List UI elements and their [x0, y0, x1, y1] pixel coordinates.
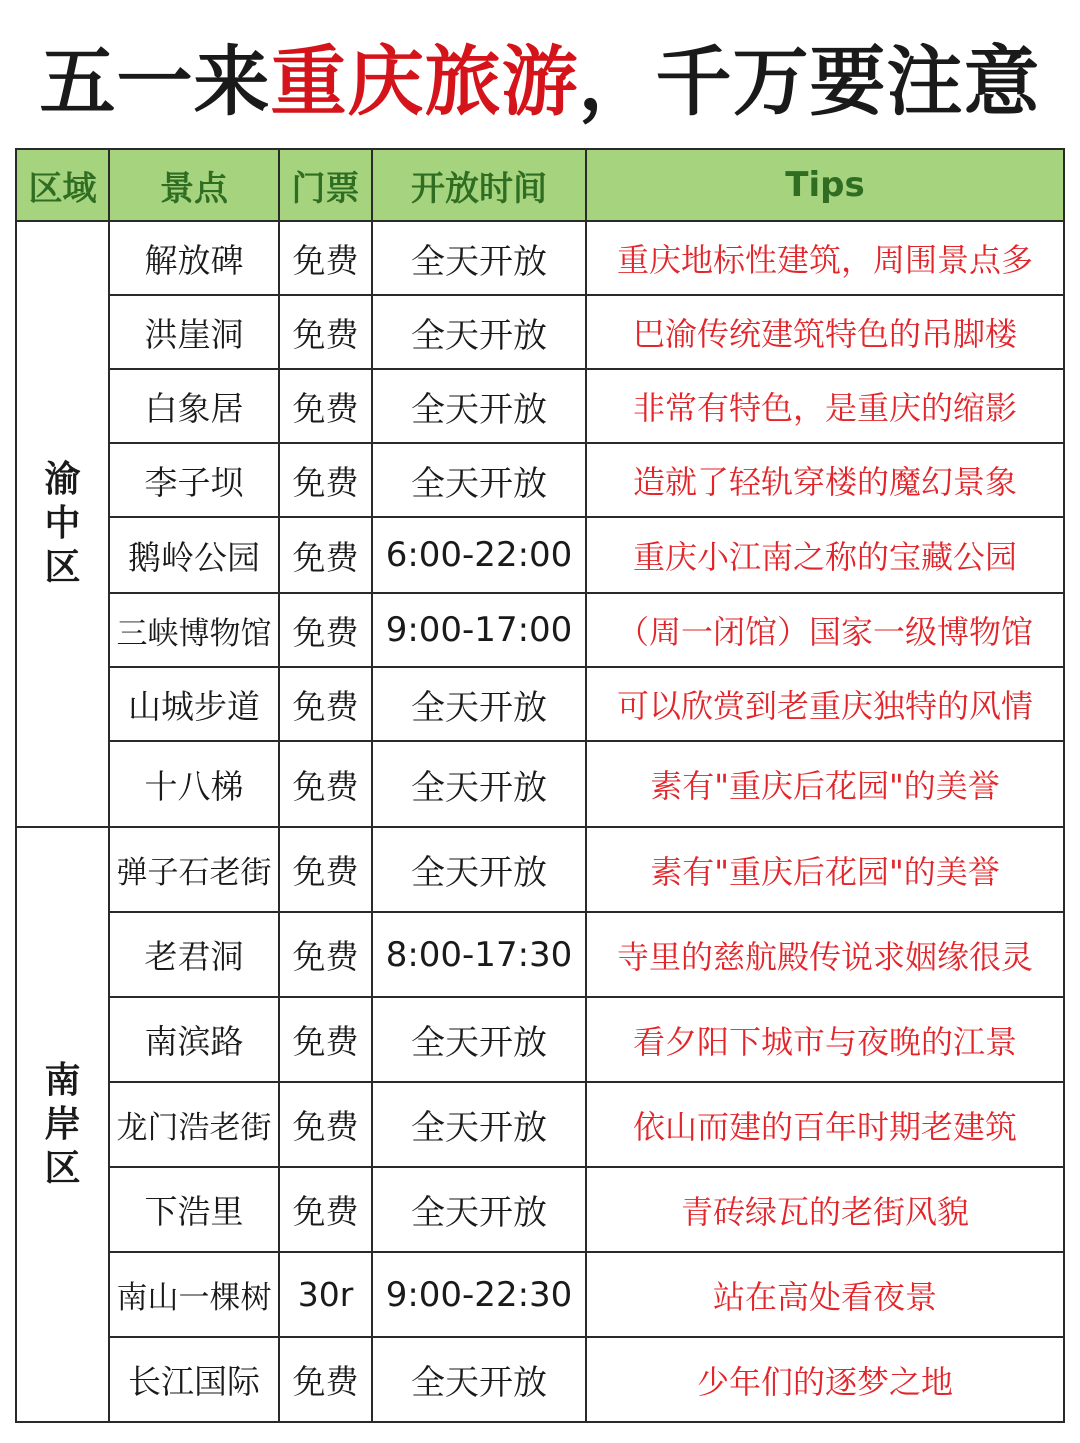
table-row	[16, 593, 1064, 667]
title-highlight: 重庆旅游	[270, 37, 579, 126]
ticket-price: 免费	[279, 1337, 372, 1422]
spot-name: 老君洞	[109, 912, 279, 997]
header-ticket: 门票	[279, 149, 372, 221]
tip-text: 非常有特色，是重庆的缩影	[586, 369, 1064, 443]
opening-hours: 9:00-17:00	[372, 593, 586, 667]
ticket-price: 免费	[279, 827, 372, 912]
tip-text: 看夕阳下城市与夜晚的江景	[586, 997, 1064, 1082]
table-row	[16, 517, 1064, 593]
spot-name: 白象居	[109, 369, 279, 443]
spot-name: 南滨路	[109, 997, 279, 1082]
spot-name: 鹅岭公园	[109, 517, 279, 593]
table-row	[16, 912, 1064, 997]
opening-hours: 全天开放	[372, 1337, 586, 1422]
header-spot: 景点	[109, 149, 279, 221]
spot-name: 弹子石老街	[109, 827, 279, 912]
tip-text: 造就了轻轨穿楼的魔幻景象	[586, 443, 1064, 517]
ticket-price: 免费	[279, 295, 372, 369]
header-region: 区域	[16, 149, 109, 221]
table-row	[16, 1252, 1064, 1337]
opening-hours: 全天开放	[372, 369, 586, 443]
opening-hours: 全天开放	[372, 1082, 586, 1167]
tip-text: 巴渝传统建筑特色的吊脚楼	[586, 295, 1064, 369]
header-tips: Tips	[586, 149, 1064, 221]
spot-name: 三峡博物馆	[109, 593, 279, 667]
spot-name: 解放碑	[109, 221, 279, 295]
table-header-row	[16, 149, 1064, 221]
opening-hours: 全天开放	[372, 667, 586, 741]
spot-name: 李子坝	[109, 443, 279, 517]
region-yuzhong	[16, 221, 109, 827]
table-row	[16, 1167, 1064, 1252]
ticket-price: 免费	[279, 369, 372, 443]
spot-name: 龙门浩老街	[109, 1082, 279, 1167]
table-row	[16, 667, 1064, 741]
ticket-price: 免费	[279, 443, 372, 517]
table-row	[16, 997, 1064, 1082]
tip-text: 依山而建的百年时期老建筑	[586, 1082, 1064, 1167]
table-row	[16, 1337, 1064, 1422]
tip-text: 寺里的慈航殿传说求姻缘很灵	[586, 912, 1064, 997]
table-row	[16, 443, 1064, 517]
opening-hours: 全天开放	[372, 997, 586, 1082]
region-char: 渝	[44, 459, 81, 500]
tip-text: 重庆小江南之称的宝藏公园	[586, 517, 1064, 593]
table-row	[16, 741, 1064, 827]
table-row	[16, 827, 1064, 912]
opening-hours: 全天开放	[372, 221, 586, 295]
page-title	[0, 22, 1080, 142]
tip-text: 站在高处看夜景	[586, 1252, 1064, 1337]
ticket-price: 免费	[279, 667, 372, 741]
tip-text: 素有"重庆后花园"的美誉	[586, 827, 1064, 912]
spot-name: 长江国际	[109, 1337, 279, 1422]
spot-name: 南山一棵树	[109, 1252, 279, 1337]
region-char: 区	[44, 1147, 81, 1189]
ticket-price: 免费	[279, 997, 372, 1082]
ticket-price: 免费	[279, 517, 372, 593]
ticket-price: 免费	[279, 1167, 372, 1252]
table-row	[16, 295, 1064, 369]
spot-name: 洪崖洞	[109, 295, 279, 369]
region-char: 区	[44, 547, 81, 588]
spot-name: 下浩里	[109, 1167, 279, 1252]
tip-text: 可以欣赏到老重庆独特的风情	[586, 667, 1064, 741]
table-row	[16, 221, 1064, 295]
opening-hours: 全天开放	[372, 827, 586, 912]
tip-text: 少年们的逐梦之地	[586, 1337, 1064, 1422]
region-char: 中	[44, 503, 81, 544]
ticket-price: 免费	[279, 1082, 372, 1167]
opening-hours: 全天开放	[372, 1167, 586, 1252]
ticket-price: 免费	[279, 593, 372, 667]
header-hours: 开放时间	[372, 149, 586, 221]
tip-text: （周一闭馆）国家一级博物馆	[586, 593, 1064, 667]
title-part1: 五一来	[39, 37, 271, 126]
attractions-table	[15, 148, 1065, 1423]
region-char: 岸	[44, 1103, 81, 1145]
opening-hours: 全天开放	[372, 443, 586, 517]
table-row	[16, 369, 1064, 443]
ticket-price: 免费	[279, 912, 372, 997]
tip-text: 青砖绿瓦的老街风貌	[586, 1167, 1064, 1252]
spot-name: 十八梯	[109, 741, 279, 827]
opening-hours: 9:00-22:30	[372, 1252, 586, 1337]
table-row	[16, 1082, 1064, 1167]
region-char: 南	[44, 1059, 81, 1101]
tip-text: 素有"重庆后花园"的美誉	[586, 741, 1064, 827]
spot-name: 山城步道	[109, 667, 279, 741]
opening-hours: 8:00-17:30	[372, 912, 586, 997]
title-part3: ，千万要注意	[578, 37, 1041, 126]
ticket-price: 30r	[279, 1252, 372, 1337]
opening-hours: 6:00-22:00	[372, 517, 586, 593]
tip-text: 重庆地标性建筑，周围景点多	[586, 221, 1064, 295]
region-nanan	[16, 827, 109, 1422]
opening-hours: 全天开放	[372, 741, 586, 827]
opening-hours: 全天开放	[372, 295, 586, 369]
ticket-price: 免费	[279, 221, 372, 295]
ticket-price: 免费	[279, 741, 372, 827]
